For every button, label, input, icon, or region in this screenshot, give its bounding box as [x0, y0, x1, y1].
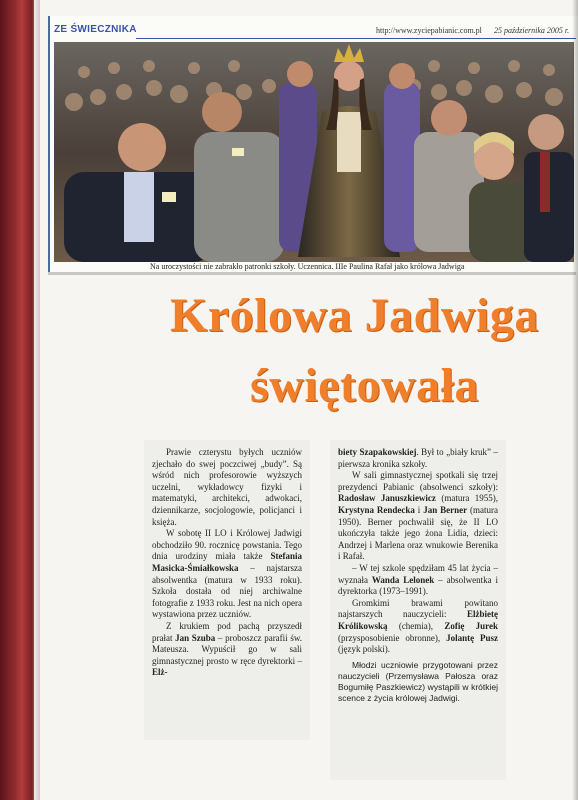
text-run: (chemia),	[387, 620, 445, 631]
paragraph	[152, 528, 302, 621]
paragraph	[338, 470, 498, 563]
text-run: – najstarsza absolwentka (matura w 1933 roku). Szkoła dostała od niej archiwalne fotografie z 1933 roku. Jest na nich opera wystawiona przez uczniów.	[152, 562, 302, 620]
section-label: ZE ŚWIECZNIKA	[54, 24, 137, 35]
paragraph	[338, 447, 498, 470]
person-name: Wanda Lelonek	[371, 574, 435, 585]
page-edge-shadow	[572, 0, 578, 800]
person-name: Krystyna Rendecka	[338, 504, 415, 515]
text-run: W sobotę II LO i Królowej Jadwigi obchodziło 90. rocznicę powstania. Tego dnia urodziny miała także	[152, 528, 302, 562]
article-headline	[170, 282, 550, 432]
newspaper-url: http://www.zyciepabianic.com.pl	[376, 26, 482, 35]
text-run: . Był to „biały kruk” – pierwsza kronika szkoły.	[338, 447, 498, 469]
clipping-shadow	[48, 272, 576, 275]
text-run: Z krukiem pod pachą przyszedł prałat	[152, 620, 302, 643]
scrapbook-page	[40, 0, 578, 800]
paragraph	[338, 598, 498, 656]
newspaper-clipping-top	[48, 16, 578, 272]
article-note: Młodzi uczniowie przygotowani przez nauczycieli (Przemysława Pałosza oraz Bogumiłę Paszkiewicz) wystąpili w krótkiej scence z życia królowej Jadwigi.	[338, 659, 498, 703]
person-name: biety Szapakowskiej	[338, 447, 417, 457]
article-column-1	[152, 447, 302, 679]
text-run: – W tej szkole spędziłam 45 lat życia – wyznała	[338, 562, 498, 585]
text-run: (przysposobienie obronne),	[338, 632, 447, 643]
text-run: Gromkimi brawami powitano najstarszych nauczycieli:	[338, 597, 498, 620]
event-photo	[54, 42, 574, 262]
person-name: Jolantę Pusz	[446, 632, 498, 643]
person-name: Elżbietę Królikowską	[338, 609, 498, 631]
person-name: Zofię Jurek	[444, 620, 498, 631]
person-name: Radosław Januszkiewicz	[338, 493, 436, 504]
article-column-2	[338, 447, 498, 704]
text-run: – proboszcz parafii św. Mateusza. Wypuścił go w sali gimnastycznej prosto w ręce dyrektorki –	[152, 632, 302, 666]
text-run: (język polski).	[338, 644, 390, 655]
text-run: – absolwentka i dyrektorka (1973–1991).	[338, 574, 498, 597]
paragraph	[152, 621, 302, 679]
photo-caption: Na uroczystości nie zabrakło patronki szkoły. Uczennica. IIIe Paulina Rafał jako królowa Jadwiga	[150, 262, 465, 271]
text-run: (matura 1955),	[435, 493, 498, 504]
person-name: Stefania Masicka-Śmiałkowska	[152, 551, 302, 573]
headline-line-2: świętowała	[250, 359, 479, 412]
newspaper-header	[54, 22, 574, 40]
paragraph: Prawie czterystu byłych uczniów zjechało do swej poczciwej „budy”. Są wśród nich profesorowie wyższych uczelni, wykładowcy fizyki i matematyki, architekci, adwokaci, dziennikarze, socjologowie, policjanci i księża.	[152, 447, 302, 527]
paragraph	[338, 563, 498, 598]
person-name: Elż-	[152, 667, 168, 678]
event-photo-illustration	[54, 42, 574, 262]
headline-line-1: Królowa Jadwiga	[170, 289, 539, 342]
issue-date: 25 października 2005 r.	[494, 26, 570, 35]
text-run: W sali gimnastycznej spotkali się trzej prezydenci Pabianic (absolwenci szkoły):	[338, 470, 498, 492]
text-run: (matura 1950). Berner pochwalił się, że II LO ukończyła także jego żona Lidia, dzieci: Andrzej i Marlena oraz wnukowie Berenika i Rafał.	[338, 504, 499, 562]
section-rule	[136, 38, 576, 39]
person-name: Jan Szuba	[175, 632, 216, 643]
text-run: i	[414, 504, 424, 515]
person-name: Jan Berner	[423, 504, 468, 515]
